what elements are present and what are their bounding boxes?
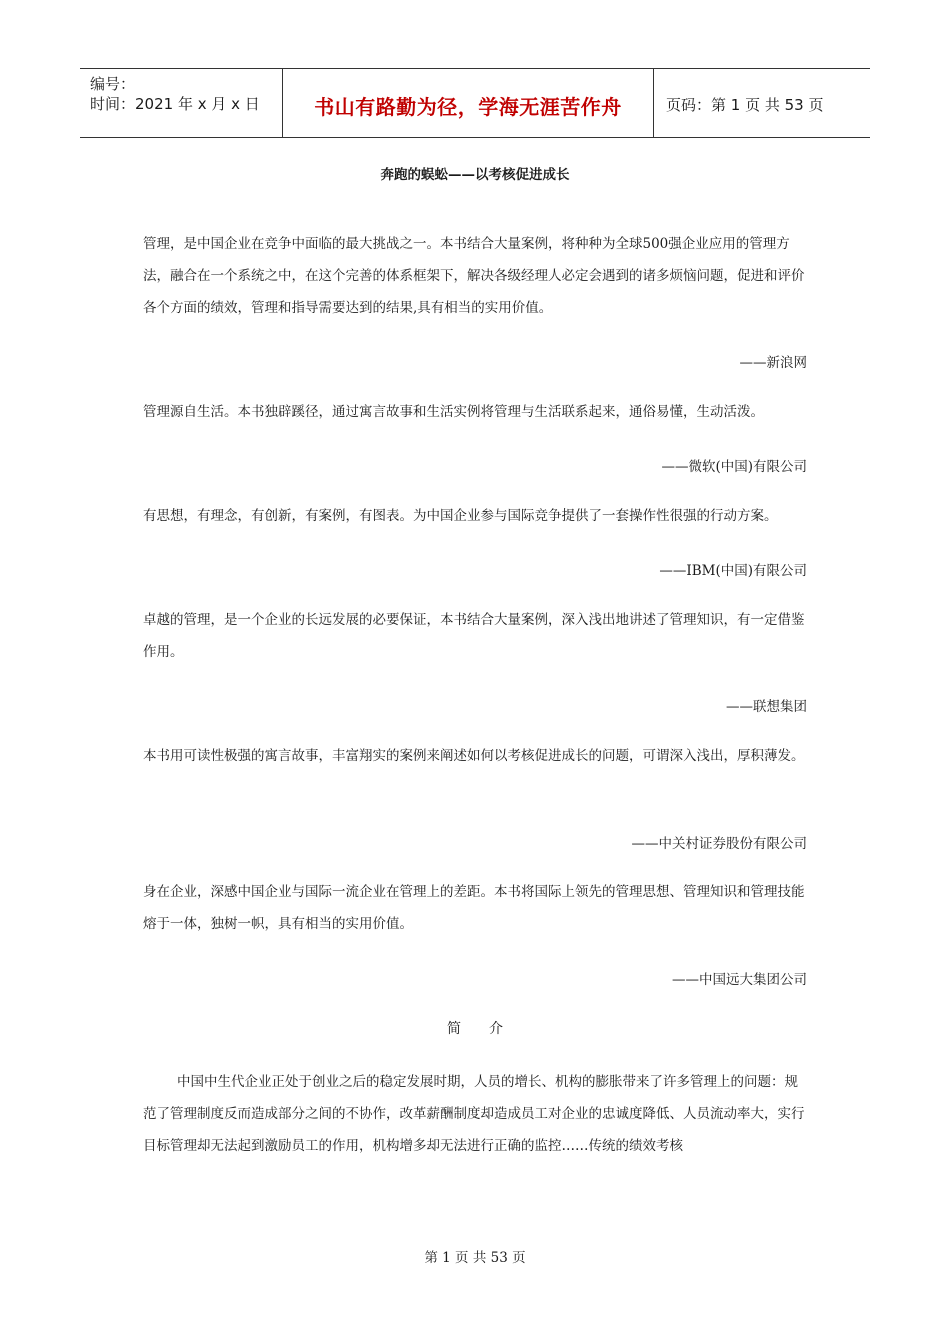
review-source: ——新浪网 [739, 355, 807, 371]
intro-heading: 简介 [447, 1021, 531, 1037]
document-title: 奔跑的蜈蚣——以考核促进成长 [380, 167, 570, 183]
review-text: 本书用可读性极强的寓言故事，丰富翔实的案例来阐述如何以考核促进成长的问题，可谓深入浅出，厚积薄发。 [143, 748, 805, 764]
page-footer: 第 1 页 共 53 页 [424, 1250, 526, 1266]
document-header [80, 68, 870, 138]
intro-text: 中国中生代企业正处于创业之后的稳定发展时期，人员的增长、机构的膨胀带来了许多管理上的问题：规范了管理制度反而造成部分之间的不协作，改革薪酬制度却造成员工对企业的忠诚度降低、人员流动率大，实行目标管理却无法起到激励员工的作用，机构增多却无法进行正确的监控……传统的绩效考核 [143, 1074, 805, 1154]
page-info: 页码：第 1 页 共 53 页 [666, 96, 824, 114]
header-meta-cell [80, 69, 283, 137]
review-source: ——联想集团 [726, 699, 807, 715]
date-label: 时间：2021 年 x 月 x 日 [90, 95, 260, 113]
header-page-cell [654, 69, 870, 137]
review-text: 卓越的管理，是一个企业的长远发展的必要保证，本书结合大量案例，深入浅出地讲述了管理知识，有一定借鉴作用。 [143, 612, 805, 660]
motto: 书山有路勤为径，学海无涯苦作舟 [314, 95, 622, 119]
review-source: ——IBM(中国)有限公司 [659, 563, 807, 579]
review-source: ——中关村证券股份有限公司 [631, 836, 807, 852]
review-text: 有思想，有理念，有创新，有案例，有图表。为中国企业参与国际竞争提供了一套操作性很强的行动方案。 [143, 508, 778, 524]
review-text: 身在企业，深感中国企业与国际一流企业在管理上的差距。本书将国际上领先的管理思想、管理知识和管理技能熔于一体，独树一帜，具有相当的实用价值。 [143, 884, 805, 932]
review-source: ——微软(中国)有限公司 [661, 459, 807, 475]
review-text: 管理，是中国企业在竞争中面临的最大挑战之一。本书结合大量案例，将种种为全球500强企业应用的管理方法，融合在一个系统之中，在这个完善的体系框架下，解决各级经理人必定会遇到的诸多烦恼问题，促进和评价各个方面的绩效，管理和指导需要达到的结果,具有相当的实用价值。 [143, 236, 805, 316]
number-label: 编号： [90, 75, 136, 93]
review-source: ——中国远大集团公司 [672, 972, 807, 988]
review-text: 管理源自生活。本书独辟蹊径，通过寓言故事和生活实例将管理与生活联系起来，通俗易懂，生动活泼。 [143, 404, 764, 420]
header-motto-cell [283, 69, 654, 137]
